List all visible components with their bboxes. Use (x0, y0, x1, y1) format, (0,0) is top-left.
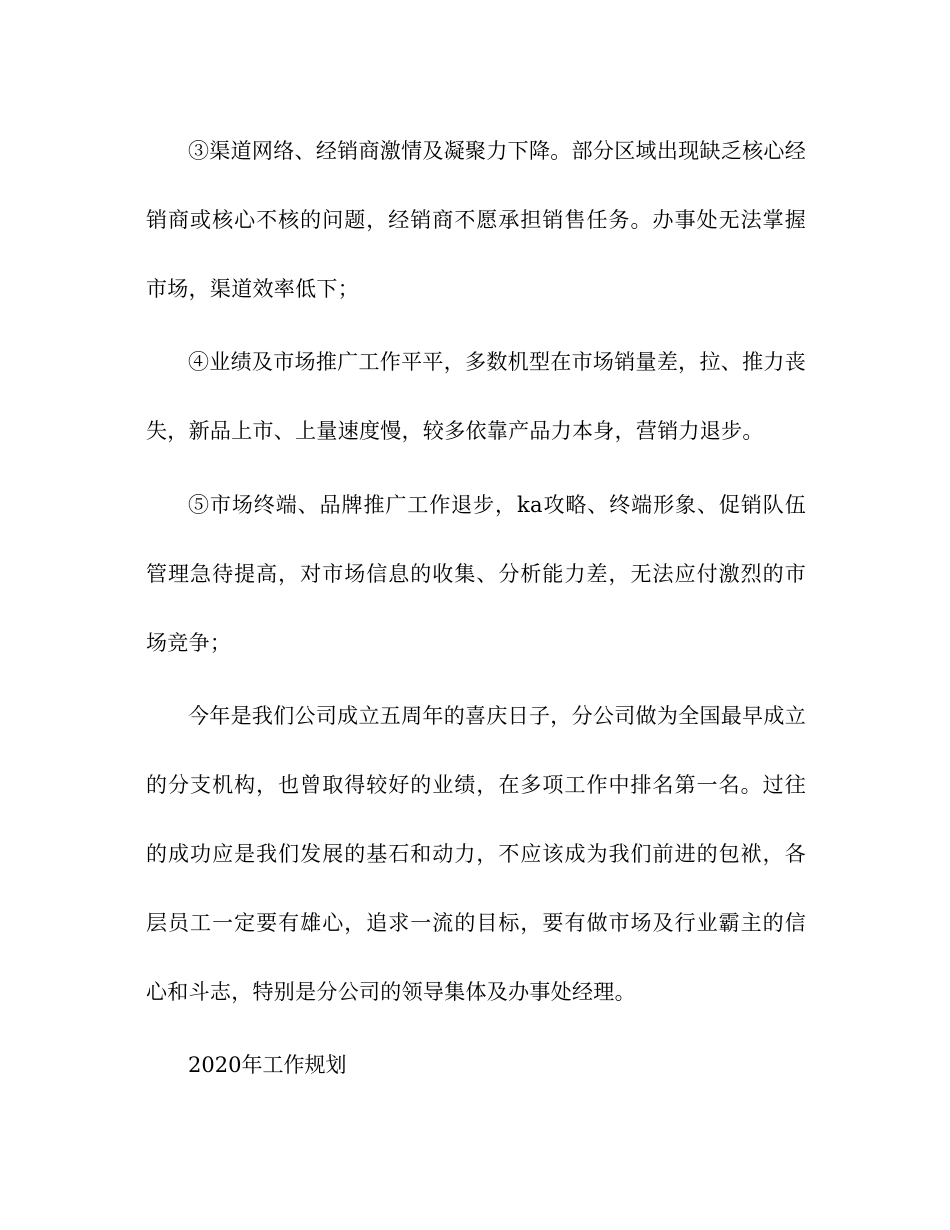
paragraph-channel-network: ③渠道网络、经销商激情及凝聚力下降。部分区域出现缺乏核心经销商或核心不核的问题，经销商不愿承担销售任务。办事处无法掌握市场，渠道效率低下； (146, 139, 806, 301)
paragraph-anniversary: 今年是我们公司成立五周年的喜庆日子，分公司做为全国最早成立的分支机构，也曾取得较好的业绩，在多项工作中排名第一名。过往的成功应是我们发展的基石和动力，不应该成为我们前进的包袱，各层员工一定要有雄心，追求一流的目标，要有做市场及行业霸主的信心和斗志，特别是分公司的领导集体及办事处经理。 (146, 704, 806, 1004)
paragraph-terminal-brand: ⑤市场终端、品牌推广工作退步，ka攻略、终端形象、促销队伍管理急待提高，对市场信息的收集、分析能力差，无法应付激烈的市场竞争； (146, 492, 806, 655)
paragraph-performance-promotion: ④业绩及市场推广工作平平，多数机型在市场销量差，拉、推力丧失，新品上市、上量速度慢，较多依靠产品力本身，营销力退步。 (146, 350, 806, 444)
section-heading-work-plan: 2020年工作规划 (188, 1053, 347, 1078)
document-body (146, 117, 806, 1100)
